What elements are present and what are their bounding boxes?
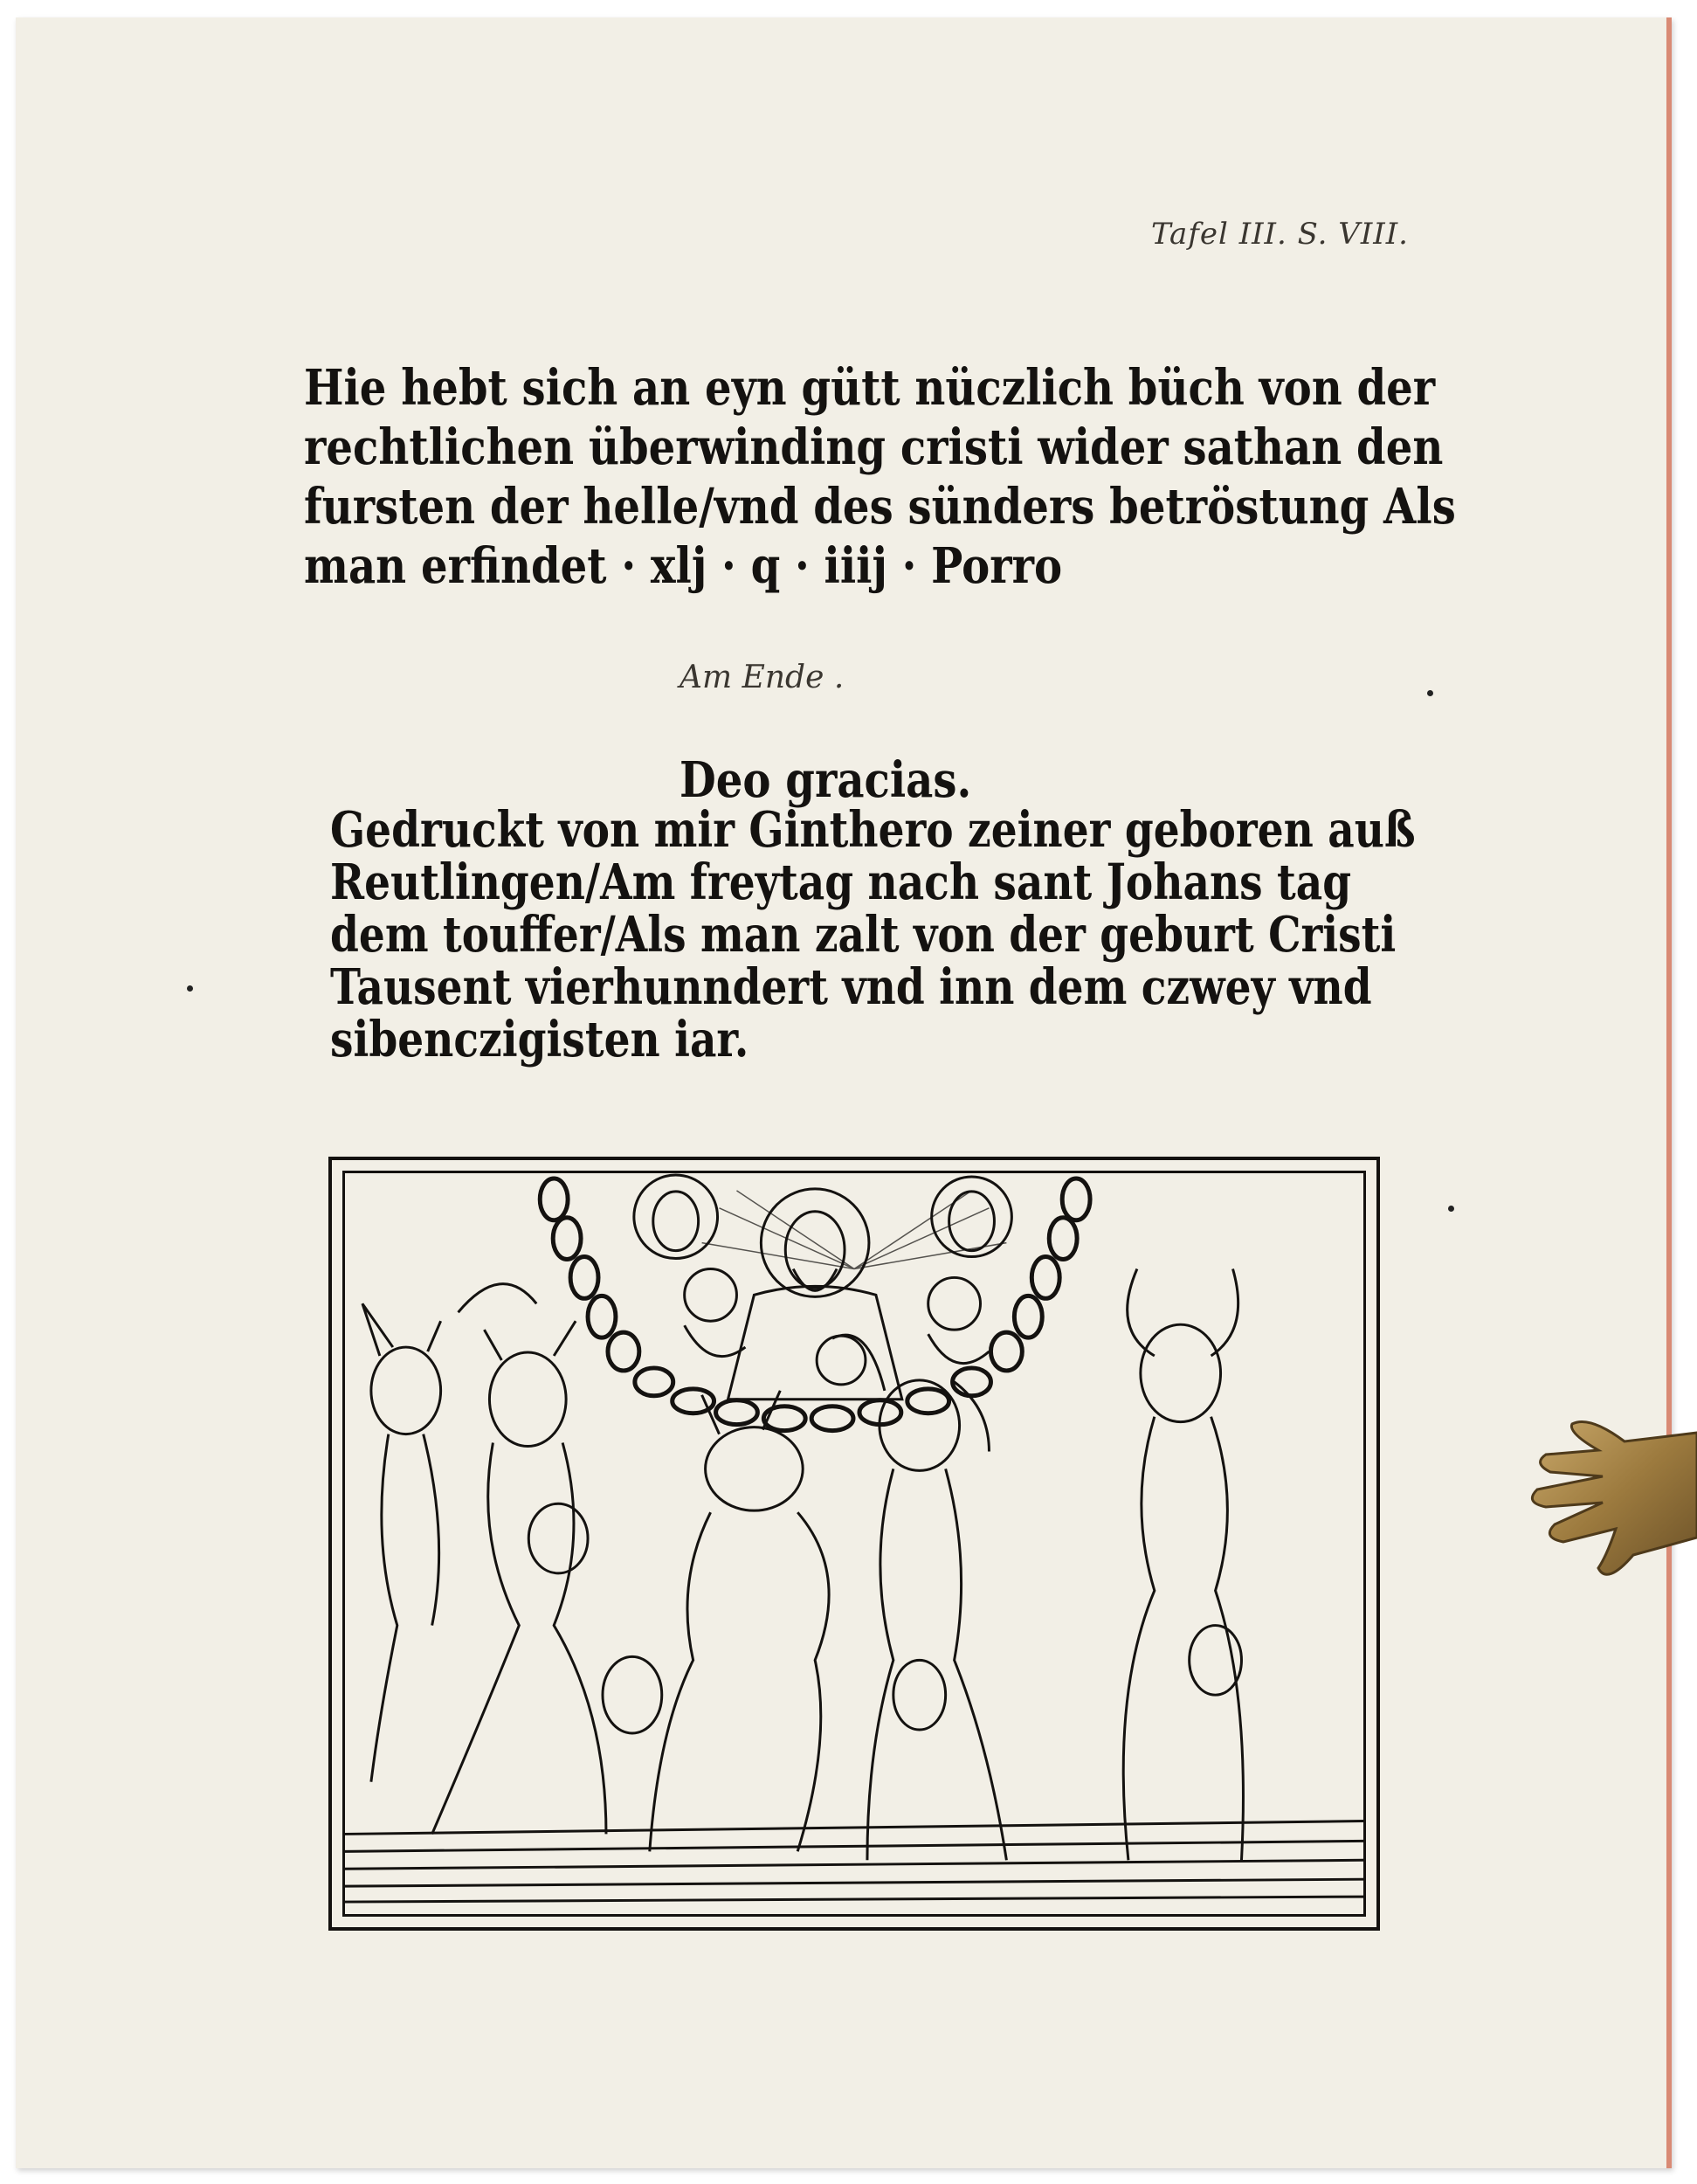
paper-speck [1427, 690, 1433, 696]
section-label: Am Ende . [679, 660, 845, 695]
colophon-line: sibenczigisten iar. [330, 1011, 749, 1068]
colophon-line: Reutlingen/Am freytag nach sant Johans tag [330, 854, 1352, 911]
plate-reference: Tafel III. S. VIII. [1151, 217, 1409, 252]
incipit-line: fursten der helle/vnd des sünders betröstung Als [304, 478, 1456, 536]
incipit-line: Hie hebt sich an eyn gütt nüczlich büch von der [304, 359, 1436, 417]
incipit-line: rechtlichen überwinding cristi wider sathan den [304, 418, 1444, 476]
paper-speck [187, 985, 193, 992]
woodcut-illustration [328, 1157, 1380, 1931]
colophon-line: Gedruckt von mir Ginthero zeiner geboren auß [330, 801, 1416, 859]
colophon-text [330, 801, 1466, 1068]
paper-speck [1448, 1206, 1454, 1212]
book-page [16, 17, 1672, 2168]
woodcut-drawing [342, 1171, 1366, 1917]
colophon-line: dem touffer/Als man zalt von der geburt Cristi [330, 906, 1397, 964]
incipit-line: man erfindet · xlj · q · iiij · Porro [304, 537, 1063, 595]
page-holder-hand [1520, 1380, 1697, 1590]
colophon-line: Tausent vierhunndert vnd inn dem czwey vnd [330, 958, 1372, 1016]
incipit-text [304, 358, 1456, 596]
explicit-heading: Deo gracias. [679, 751, 972, 809]
